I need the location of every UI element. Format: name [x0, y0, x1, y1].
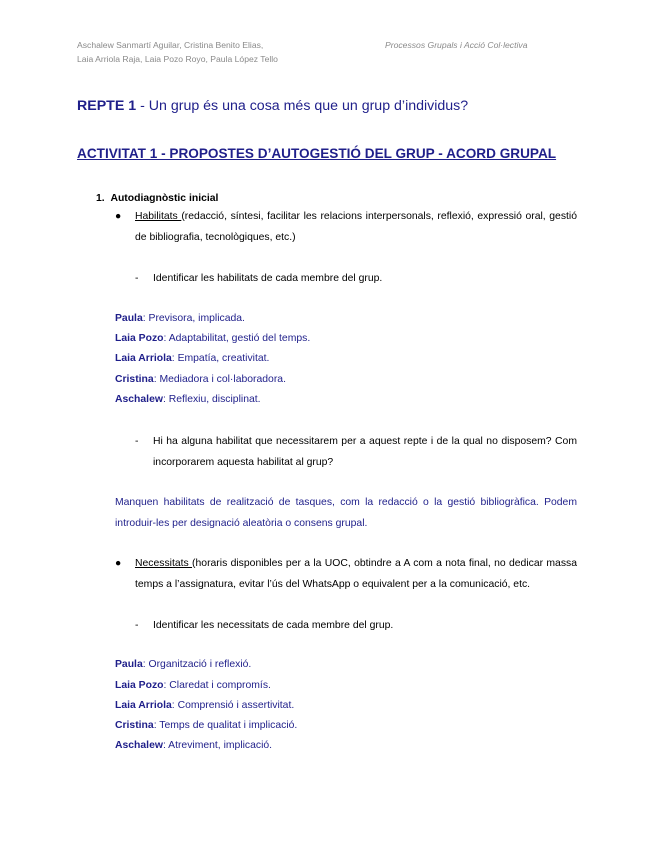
necessitats-person-row	[115, 655, 251, 675]
necessitats-question1: Identificar les necessitats de cada membre del grup.	[153, 620, 394, 631]
person-value: : Reflexiu, disciplinat.	[162, 394, 261, 405]
habilitats-question1: Identificar les habilitats de cada membre del grup.	[153, 273, 383, 284]
person-value: : Organització i reflexió.	[142, 659, 252, 670]
dash-marker: -	[135, 620, 139, 631]
person-name: Laia Pozo	[115, 333, 164, 344]
person-value: : Mediadora i col·laboradora.	[153, 374, 286, 385]
bullet-icon: ●	[115, 211, 122, 222]
person-value: : Empatía, creativitat.	[171, 353, 270, 364]
person-name: Laia Pozo	[115, 680, 164, 691]
person-value: : Claredat i compromís.	[163, 680, 271, 691]
header-course: Processos Grupals i Acció Col·lectiva	[385, 40, 528, 50]
person-value: : Temps de qualitat i implicació.	[153, 720, 298, 731]
habilitats-person-row	[115, 390, 261, 410]
necessitats-person-row	[115, 716, 297, 736]
person-name: Laia Arriola	[115, 700, 172, 711]
habilitats-person-row	[115, 329, 310, 349]
header-authors-line1: Aschalew Sanmartí Aguilar, Cristina Benito Elias,	[77, 40, 264, 50]
dash-marker: -	[135, 436, 139, 447]
habilitats-desc: (redacció, síntesi, facilitar les relacions interpersonals, reflexió, expressió oral, gestió de bibliografia, tecnològiques, etc.)	[135, 211, 577, 243]
habilitats-person-row	[115, 370, 286, 390]
repte-label: REPTE 1	[77, 98, 137, 114]
bullet-icon: ●	[115, 558, 122, 569]
dash-marker: -	[135, 273, 139, 284]
repte-heading	[77, 98, 468, 114]
repte-separator: -	[136, 98, 149, 114]
necessitats-desc: (horaris disponibles per a la UOC, obtindre a A com a nota final, no dedicar massa temps a l’assignatura, evitar l’ús del WhatsApp o equivalent per a la comunicació, etc.	[135, 558, 578, 590]
necessitats-person-row	[115, 676, 271, 696]
habilitats-person-row	[115, 349, 269, 369]
person-name: Paula	[115, 313, 143, 324]
habilitats-person-row	[115, 309, 245, 329]
habilitats-term: Habilitats	[135, 211, 182, 222]
person-name: Paula	[115, 659, 143, 670]
person-value: : Comprensió i assertivitat.	[171, 700, 295, 711]
person-name: Aschalew	[115, 740, 163, 751]
necessitats-person-row	[115, 736, 272, 756]
section-title: Autodiagnòstic inicial	[110, 193, 219, 204]
header-authors	[77, 38, 278, 66]
habilitats-bullet-text	[135, 206, 577, 248]
section-number: 1.	[96, 193, 105, 204]
necessitats-person-row	[115, 696, 294, 716]
person-name: Laia Arriola	[115, 353, 172, 364]
activity-title: ACTIVITAT 1 - PROPOSTES D’AUTOGESTIÓ DEL GRUP - ACORD GRUPAL	[77, 146, 557, 161]
repte-text: Un grup és una cosa més que un grup d’individus?	[148, 98, 469, 114]
necessitats-term: Necessitats	[135, 558, 193, 569]
habilitats-answer: Manquen habilitats de realització de tasques, com la redacció o la gestió bibliogràfica. Podem introduir-les per designació aleatòria o consens grupal.	[115, 497, 577, 529]
header-authors-line2: Laia Arriola Raja, Laia Pozo Royo, Paula López Tello	[77, 54, 278, 64]
person-value: : Adaptabilitat, gestió del temps.	[163, 333, 311, 344]
person-name: Cristina	[115, 374, 154, 385]
habilitats-question2: Hi ha alguna habilitat que necessitarem per a aquest repte i de la qual no disposem? Com incorporarem aquesta habilitat al grup?	[153, 436, 577, 468]
necessitats-bullet-text	[135, 553, 577, 595]
person-value: : Previsora, implicada.	[142, 313, 245, 324]
person-name: Cristina	[115, 720, 154, 731]
person-value: : Atreviment, implicació.	[162, 740, 273, 751]
person-name: Aschalew	[115, 394, 163, 405]
